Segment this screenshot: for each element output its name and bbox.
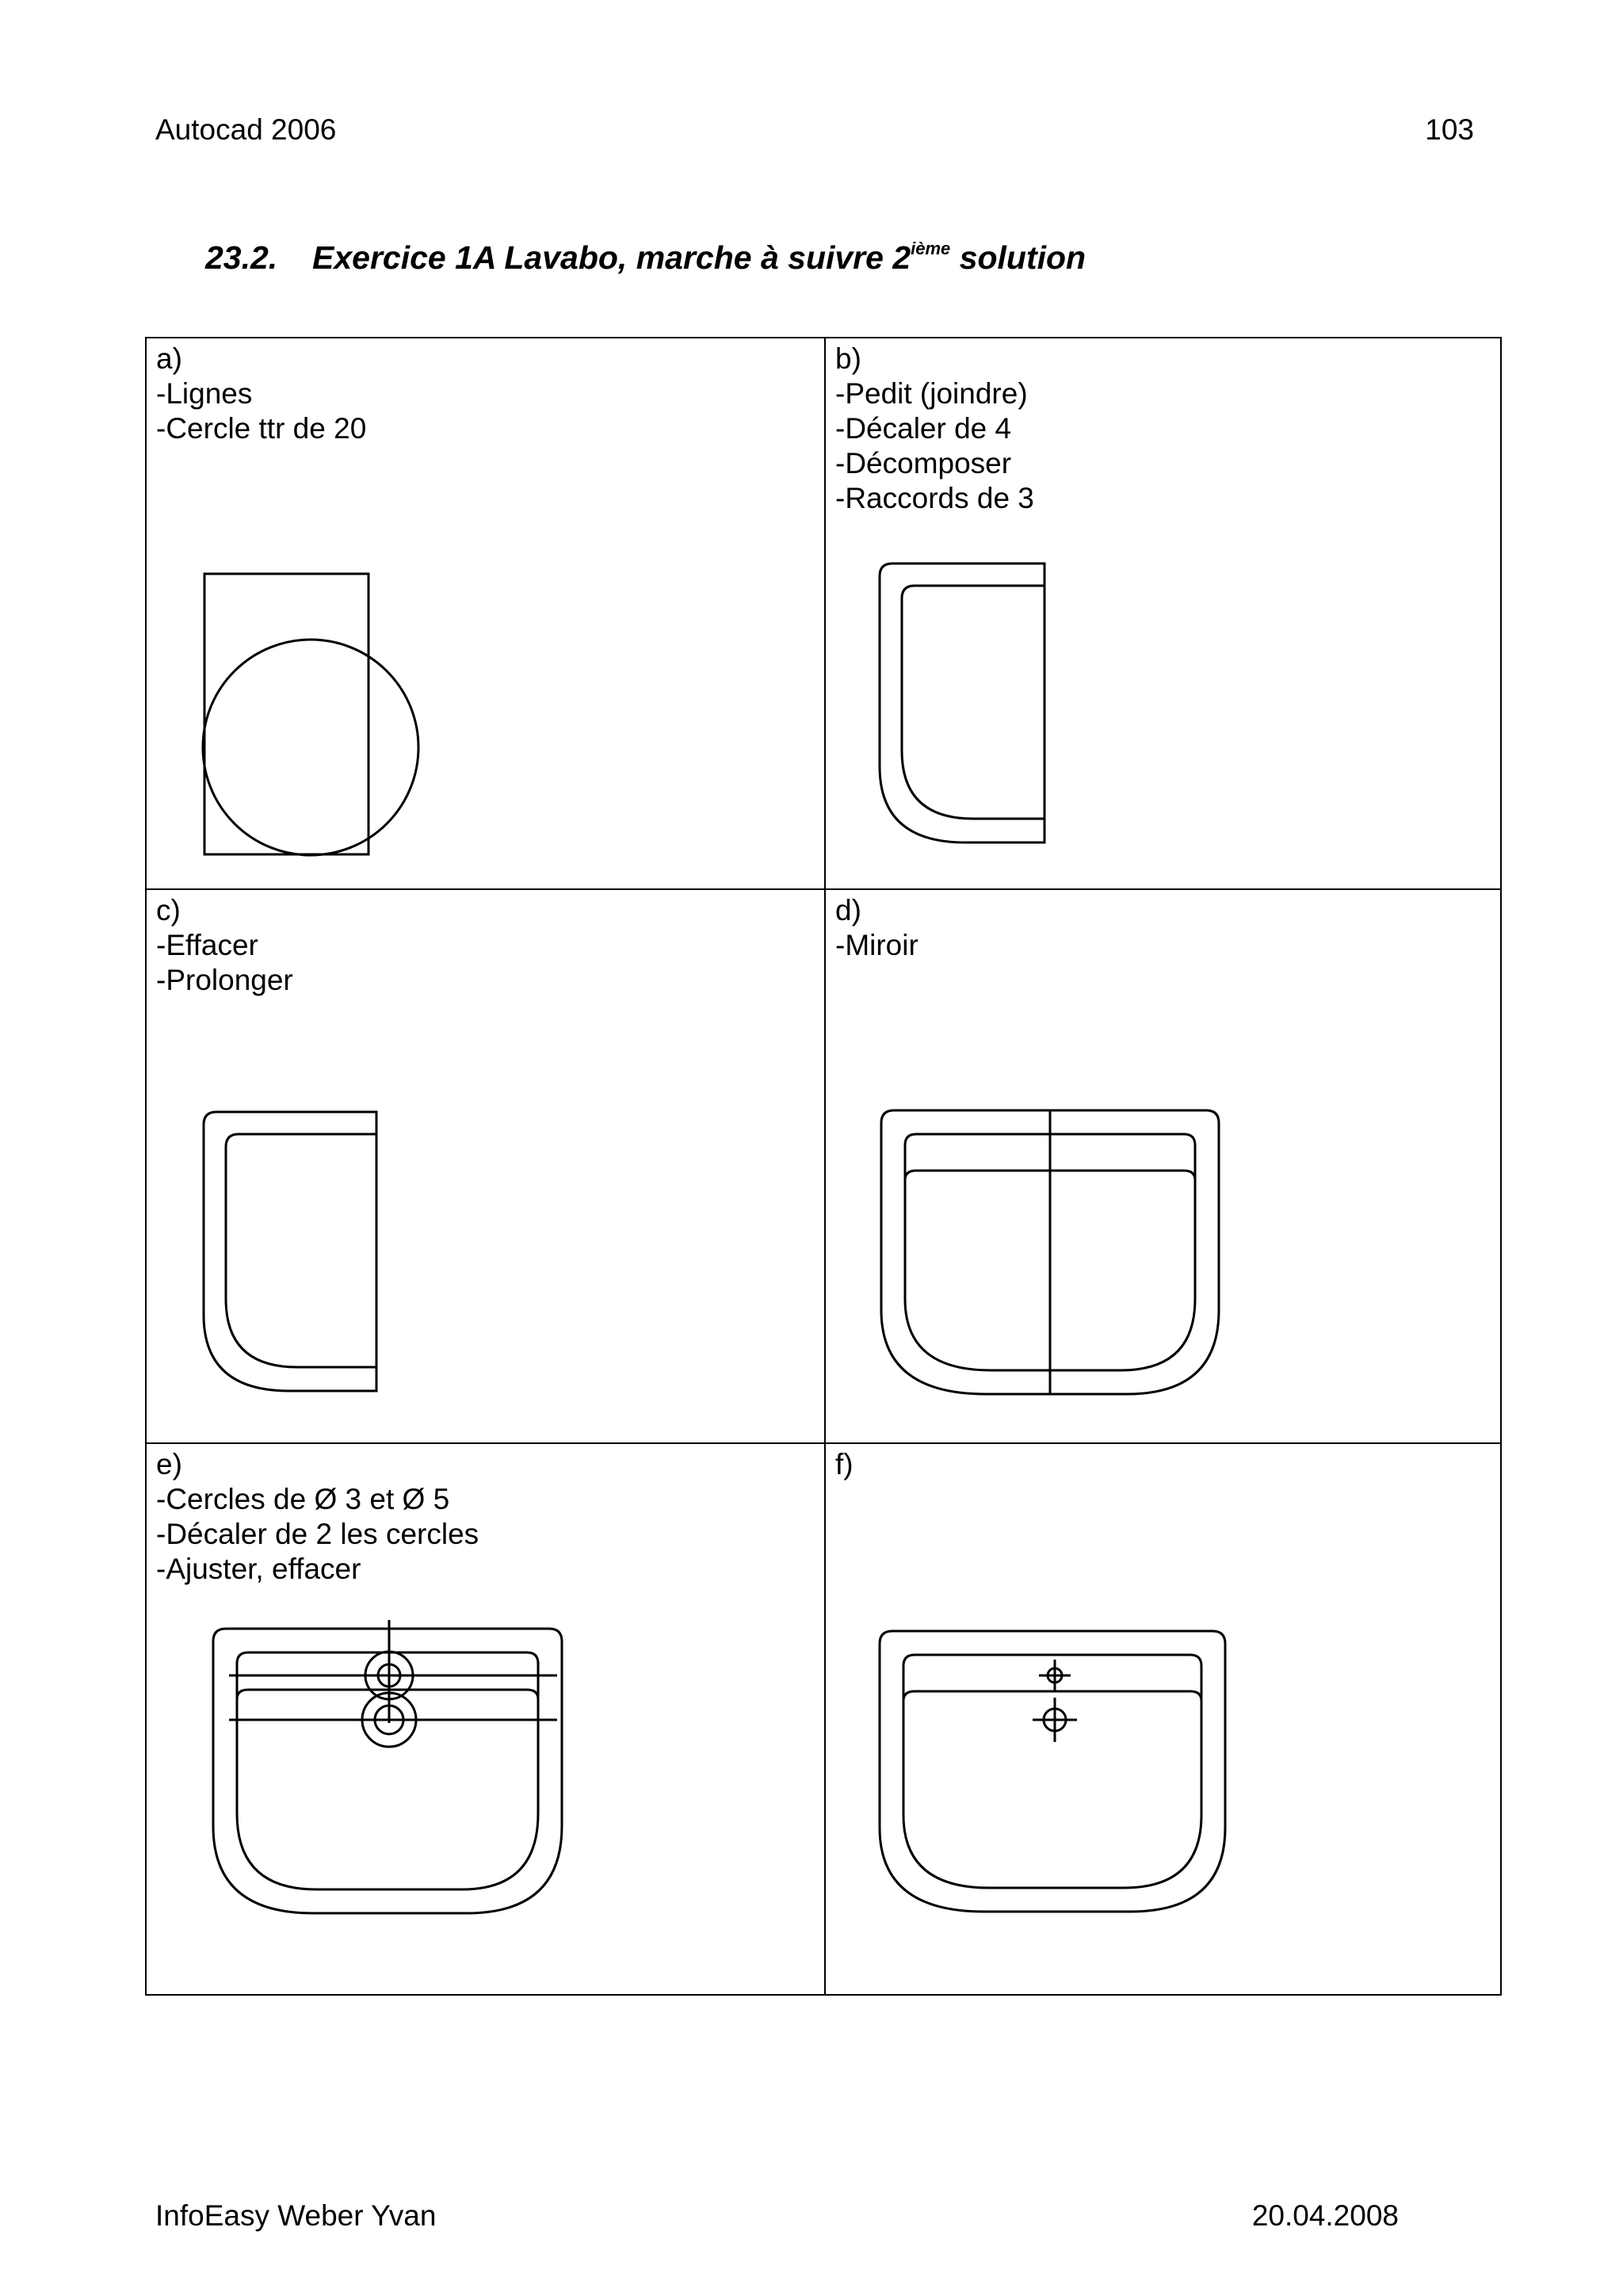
cell-e-label: e) xyxy=(156,1448,182,1480)
cell-d-label: d) xyxy=(835,894,861,926)
footer-author: InfoEasy Weber Yvan xyxy=(155,2199,437,2232)
section-title-text: Exercice 1A Lavabo, marche à suivre 2 xyxy=(312,239,911,276)
cell-e xyxy=(147,1444,824,1996)
section-title-suffix: solution xyxy=(950,239,1086,276)
footer-date: 20.04.2008 xyxy=(1251,2199,1399,2232)
cell-b-step: -Décomposer xyxy=(835,447,1012,479)
cell-f-label: f) xyxy=(835,1448,854,1480)
cell-a-label: a) xyxy=(156,342,182,375)
cell-e-step: -Ajuster, effacer xyxy=(156,1553,361,1585)
exercise-table xyxy=(145,337,1502,1996)
header-page-number: 103 xyxy=(1425,113,1474,146)
cell-d xyxy=(826,890,1503,1442)
cell-d-step: -Miroir xyxy=(835,929,918,961)
drawing-lines-and-circle xyxy=(147,338,824,888)
cell-a xyxy=(147,338,824,888)
drawing-basin-with-tap-holes xyxy=(147,1444,824,1996)
section-number: 23.2. xyxy=(205,239,278,276)
cell-b-step: -Décaler de 4 xyxy=(835,412,1012,445)
cell-b xyxy=(826,338,1503,888)
cell-e-step: -Cercles de Ø 3 et Ø 5 xyxy=(156,1483,450,1515)
section-title xyxy=(205,239,1086,277)
drawing-half-basin-offset xyxy=(826,338,1503,888)
cell-b-label: b) xyxy=(835,342,861,375)
section-title-superscript: ième xyxy=(911,239,951,258)
cell-c-label: c) xyxy=(156,894,181,926)
cell-a-step: -Lignes xyxy=(156,377,253,410)
cell-b-step: -Pedit (joindre) xyxy=(835,377,1028,410)
cell-f xyxy=(826,1444,1503,1996)
cell-b-step: -Raccords de 3 xyxy=(835,482,1034,514)
cell-a-step: -Cercle ttr de 20 xyxy=(156,412,367,445)
drawing-half-basin-extended xyxy=(147,890,824,1442)
cell-c-step: -Effacer xyxy=(156,929,258,961)
cell-c xyxy=(147,890,824,1442)
cell-c-step: -Prolonger xyxy=(156,964,293,996)
header-app-title: Autocad 2006 xyxy=(155,113,337,146)
drawing-final-basin xyxy=(826,1444,1503,1996)
drawing-mirrored-basin xyxy=(826,890,1503,1442)
cell-e-step: -Décaler de 2 les cercles xyxy=(156,1518,479,1550)
